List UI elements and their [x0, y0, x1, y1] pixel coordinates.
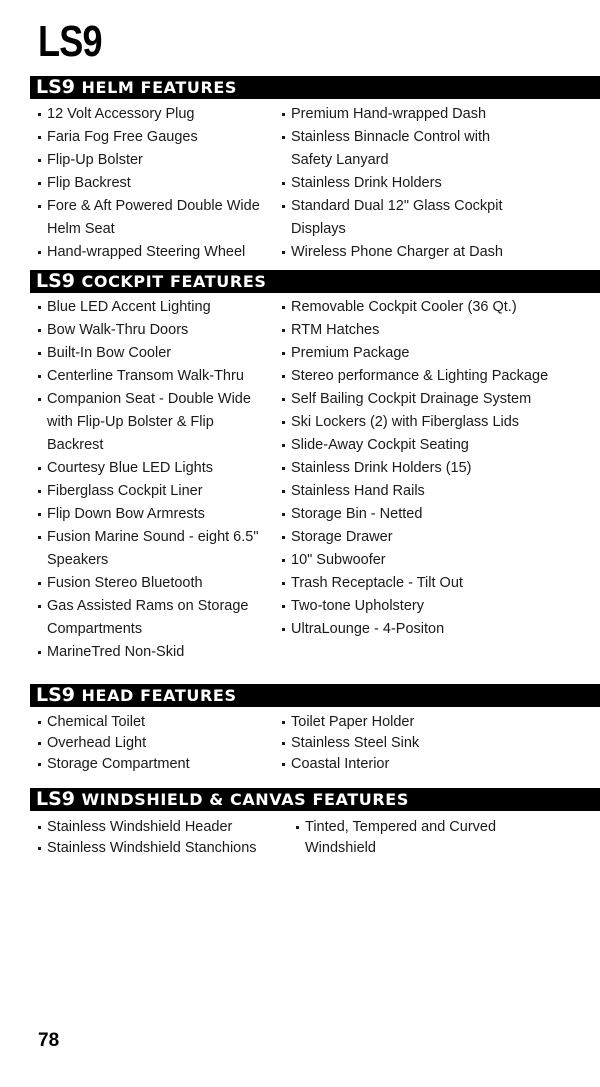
- section-header-windshield: [30, 788, 600, 811]
- list-item: Flip Down Bow Armrests: [38, 503, 274, 526]
- list-item: Fiberglass Cockpit Liner: [38, 480, 274, 503]
- list-item: UltraLounge - 4-Positon: [282, 618, 572, 641]
- list-item: Flip-Up Bolster: [38, 149, 274, 172]
- list-item: Blue LED Accent Lighting: [38, 296, 274, 319]
- list-item: Tinted, Tempered and Curved Windshield: [296, 817, 516, 859]
- list-item: Stainless Windshield Stanchions: [38, 838, 288, 859]
- list-item: Slide-Away Cockpit Seating: [282, 434, 572, 457]
- list-item: Companion Seat - Double Wide with Flip-Up Bolster & Flip Backrest: [38, 388, 274, 457]
- section-title: HEAD FEATURES: [81, 686, 237, 705]
- list-item: Gas Assisted Rams on Storage Compartments: [38, 595, 274, 641]
- windshield-features-left: [38, 817, 288, 859]
- section-title: WINDSHIELD & CANVAS FEATURES: [81, 790, 409, 809]
- cockpit-features-left: [38, 296, 274, 664]
- list-item: Stereo performance & Lighting Package: [282, 365, 572, 388]
- list-item: Storage Compartment: [38, 754, 274, 775]
- list-item: Two-tone Upholstery: [282, 595, 572, 618]
- list-item: Standard Dual 12" Glass Cockpit Displays: [282, 195, 522, 241]
- list-item: Self Bailing Cockpit Drainage System: [282, 388, 572, 411]
- page-title: LS9: [38, 17, 102, 66]
- section-header-head: [30, 684, 600, 707]
- list-item: Fusion Marine Sound - eight 6.5" Speakers: [38, 526, 274, 572]
- section-model-label: LS9: [36, 788, 76, 810]
- list-item: 12 Volt Accessory Plug: [38, 103, 274, 126]
- section-model-label: LS9: [36, 76, 76, 98]
- list-item: Centerline Transom Walk-Thru: [38, 365, 274, 388]
- section-header-cockpit: [30, 270, 600, 293]
- list-item: Stainless Binnacle Control with Safety Lanyard: [282, 126, 522, 172]
- list-item: Ski Lockers (2) with Fiberglass Lids: [282, 411, 572, 434]
- list-item: Storage Drawer: [282, 526, 572, 549]
- list-item: Fusion Stereo Bluetooth: [38, 572, 274, 595]
- list-item: Stainless Drink Holders: [282, 172, 522, 195]
- list-item: Wireless Phone Charger at Dash: [282, 241, 522, 264]
- list-item: Chemical Toilet: [38, 712, 274, 733]
- list-item: Premium Package: [282, 342, 572, 365]
- list-item: Overhead Light: [38, 733, 274, 754]
- list-item: Toilet Paper Holder: [282, 712, 522, 733]
- section-title: COCKPIT FEATURES: [81, 272, 267, 291]
- helm-features-right: [282, 103, 522, 264]
- cockpit-features-right: [282, 296, 572, 641]
- list-item: RTM Hatches: [282, 319, 572, 342]
- list-item: Hand-wrapped Steering Wheel: [38, 241, 274, 264]
- section-title: HELM FEATURES: [81, 78, 238, 97]
- list-item: Stainless Windshield Header: [38, 817, 288, 838]
- list-item: Coastal Interior: [282, 754, 522, 775]
- section-model-label: LS9: [36, 684, 76, 706]
- list-item: Storage Bin - Netted: [282, 503, 572, 526]
- list-item: Fore & Aft Powered Double Wide Helm Seat: [38, 195, 274, 241]
- section-header-helm: [30, 76, 600, 99]
- list-item: Stainless Hand Rails: [282, 480, 572, 503]
- list-item: Stainless Drink Holders (15): [282, 457, 572, 480]
- list-item: Courtesy Blue LED Lights: [38, 457, 274, 480]
- helm-features-left: [38, 103, 274, 264]
- list-item: Bow Walk-Thru Doors: [38, 319, 274, 342]
- list-item: Flip Backrest: [38, 172, 274, 195]
- head-features-right: [282, 712, 522, 775]
- list-item: Stainless Steel Sink: [282, 733, 522, 754]
- section-model-label: LS9: [36, 270, 76, 292]
- list-item: Removable Cockpit Cooler (36 Qt.): [282, 296, 572, 319]
- page-number: 78: [38, 1030, 60, 1051]
- head-features-left: [38, 712, 274, 775]
- list-item: Trash Receptacle - Tilt Out: [282, 572, 572, 595]
- list-item: MarineTred Non-Skid: [38, 641, 274, 664]
- list-item: 10" Subwoofer: [282, 549, 572, 572]
- list-item: Built-In Bow Cooler: [38, 342, 274, 365]
- list-item: Faria Fog Free Gauges: [38, 126, 274, 149]
- list-item: Premium Hand-wrapped Dash: [282, 103, 522, 126]
- windshield-features-right: [296, 817, 516, 859]
